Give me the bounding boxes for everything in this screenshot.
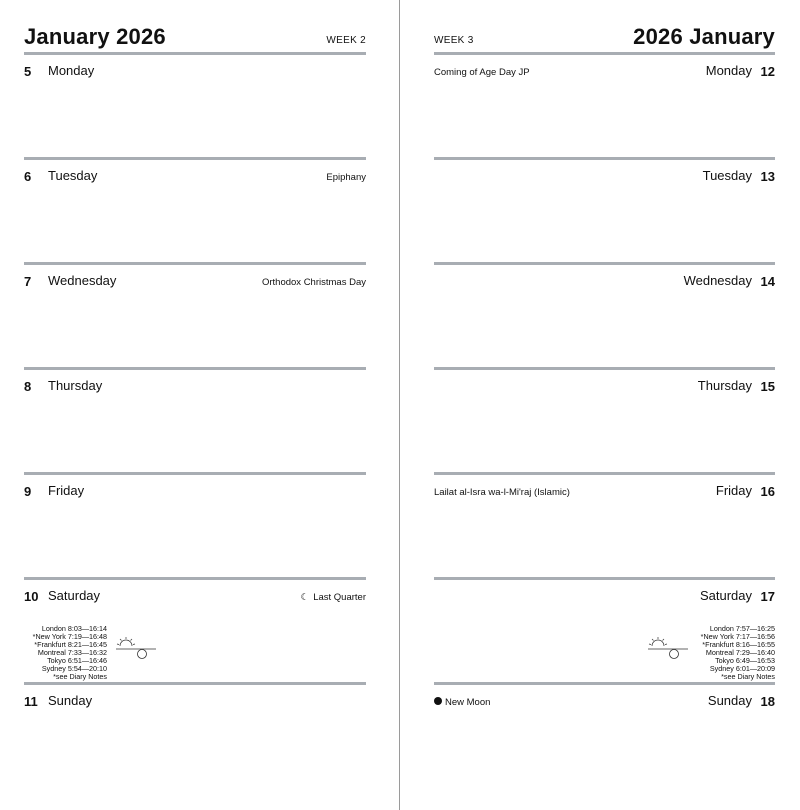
sun-time-line: *Frankfurt 8:21—16:45 [34, 640, 107, 649]
day-number: 12 [760, 64, 775, 79]
sunrise-sunset-icon [648, 636, 688, 660]
sun-time-line: Tokyo 6:49—16:53 [715, 656, 775, 665]
sun-time-line: Montreal 7:33—16:32 [37, 648, 107, 657]
day-entry-saturday[interactable] [24, 578, 366, 681]
day-name: Sunday [48, 693, 93, 708]
sun-time-line: Montreal 7:29—16:40 [705, 648, 775, 657]
sun-time-line: London 8:03—16:14 [41, 624, 107, 633]
day-number: 6 [24, 169, 32, 184]
day-entry-monday[interactable] [24, 53, 366, 156]
day-number: 18 [760, 694, 775, 709]
day-entry-wednesday[interactable] [24, 263, 366, 366]
day-number: 8 [24, 379, 32, 394]
day-number: 7 [24, 274, 32, 289]
day-entry-friday[interactable] [24, 473, 366, 576]
day-number: 16 [760, 484, 775, 499]
right-page [401, 0, 800, 810]
sun-time-line: Sydney 6:01—20:09 [709, 664, 775, 673]
sun-time-line: Tokyo 6:51—16:46 [47, 656, 107, 665]
sunrise-sunset-times [685, 625, 775, 681]
last-quarter-moon-icon: ☾ [300, 592, 310, 603]
sunrise-sunset-icon [116, 636, 156, 660]
sun-time-line: Sydney 5:54—20:10 [41, 664, 107, 673]
holiday-note: Lailat al-Isra wa-l-Mi'raj (Islamic) [434, 487, 570, 498]
day-name: Thursday [697, 378, 752, 393]
sun-time-line: *Frankfurt 8:16—16:55 [702, 640, 775, 649]
day-name: Tuesday [48, 168, 98, 183]
sun-time-footnote: *see Diary Notes [721, 672, 775, 681]
day-entry-wednesday[interactable] [434, 263, 775, 366]
page-spine [399, 0, 400, 810]
month-title: January 2026 [24, 24, 166, 49]
sun-time-line: *New York 7:19—16:48 [32, 632, 107, 641]
moon-phase-label: Last Quarter [313, 592, 366, 603]
day-number: 17 [760, 589, 775, 604]
week-label: WEEK 3 [434, 35, 474, 46]
day-name: Friday [48, 483, 85, 498]
holiday-note: Coming of Age Day JP [434, 67, 530, 78]
sunrise-sunset-times [24, 625, 107, 681]
day-name: Saturday [699, 588, 752, 603]
holiday-note: Orthodox Christmas Day [261, 277, 366, 288]
day-number: 14 [760, 274, 775, 289]
moon-phase-note [434, 697, 490, 708]
day-number: 10 [24, 589, 39, 604]
day-entry-tuesday[interactable] [434, 158, 775, 261]
day-number: 11 [24, 694, 38, 709]
day-name: Monday [705, 63, 752, 78]
day-number: 13 [760, 169, 775, 184]
day-entry-thursday[interactable] [24, 368, 366, 471]
left-page [0, 0, 399, 810]
day-name: Monday [48, 63, 95, 78]
day-name: Wednesday [683, 273, 752, 288]
day-number: 5 [24, 64, 32, 79]
day-number: 15 [760, 379, 775, 394]
holiday-note: Epiphany [326, 172, 366, 183]
sun-time-footnote: *see Diary Notes [53, 672, 107, 681]
day-name: Wednesday [48, 273, 117, 288]
sun-time-line: London 7:57—16:25 [709, 624, 775, 633]
new-moon-icon [434, 697, 442, 705]
week-label: WEEK 2 [326, 35, 366, 46]
sun-time-line: *New York 7:17—16:56 [700, 632, 775, 641]
day-name: Sunday [707, 693, 752, 708]
moon-phase-label: New Moon [445, 697, 491, 708]
day-name: Saturday [48, 588, 101, 603]
day-entry-sunday[interactable] [24, 683, 366, 786]
day-entry-saturday[interactable] [434, 578, 775, 681]
day-entry-thursday[interactable] [434, 368, 775, 471]
day-entry-sunday[interactable] [434, 683, 775, 786]
day-name: Tuesday [702, 168, 752, 183]
day-number: 9 [24, 484, 32, 499]
moon-phase-note [301, 592, 366, 603]
day-entry-tuesday[interactable] [24, 158, 366, 261]
day-entry-friday[interactable] [434, 473, 775, 576]
month-title: 2026 January [633, 24, 775, 49]
day-entry-monday[interactable] [434, 53, 775, 156]
day-name: Friday [715, 483, 752, 498]
day-name: Thursday [48, 378, 103, 393]
